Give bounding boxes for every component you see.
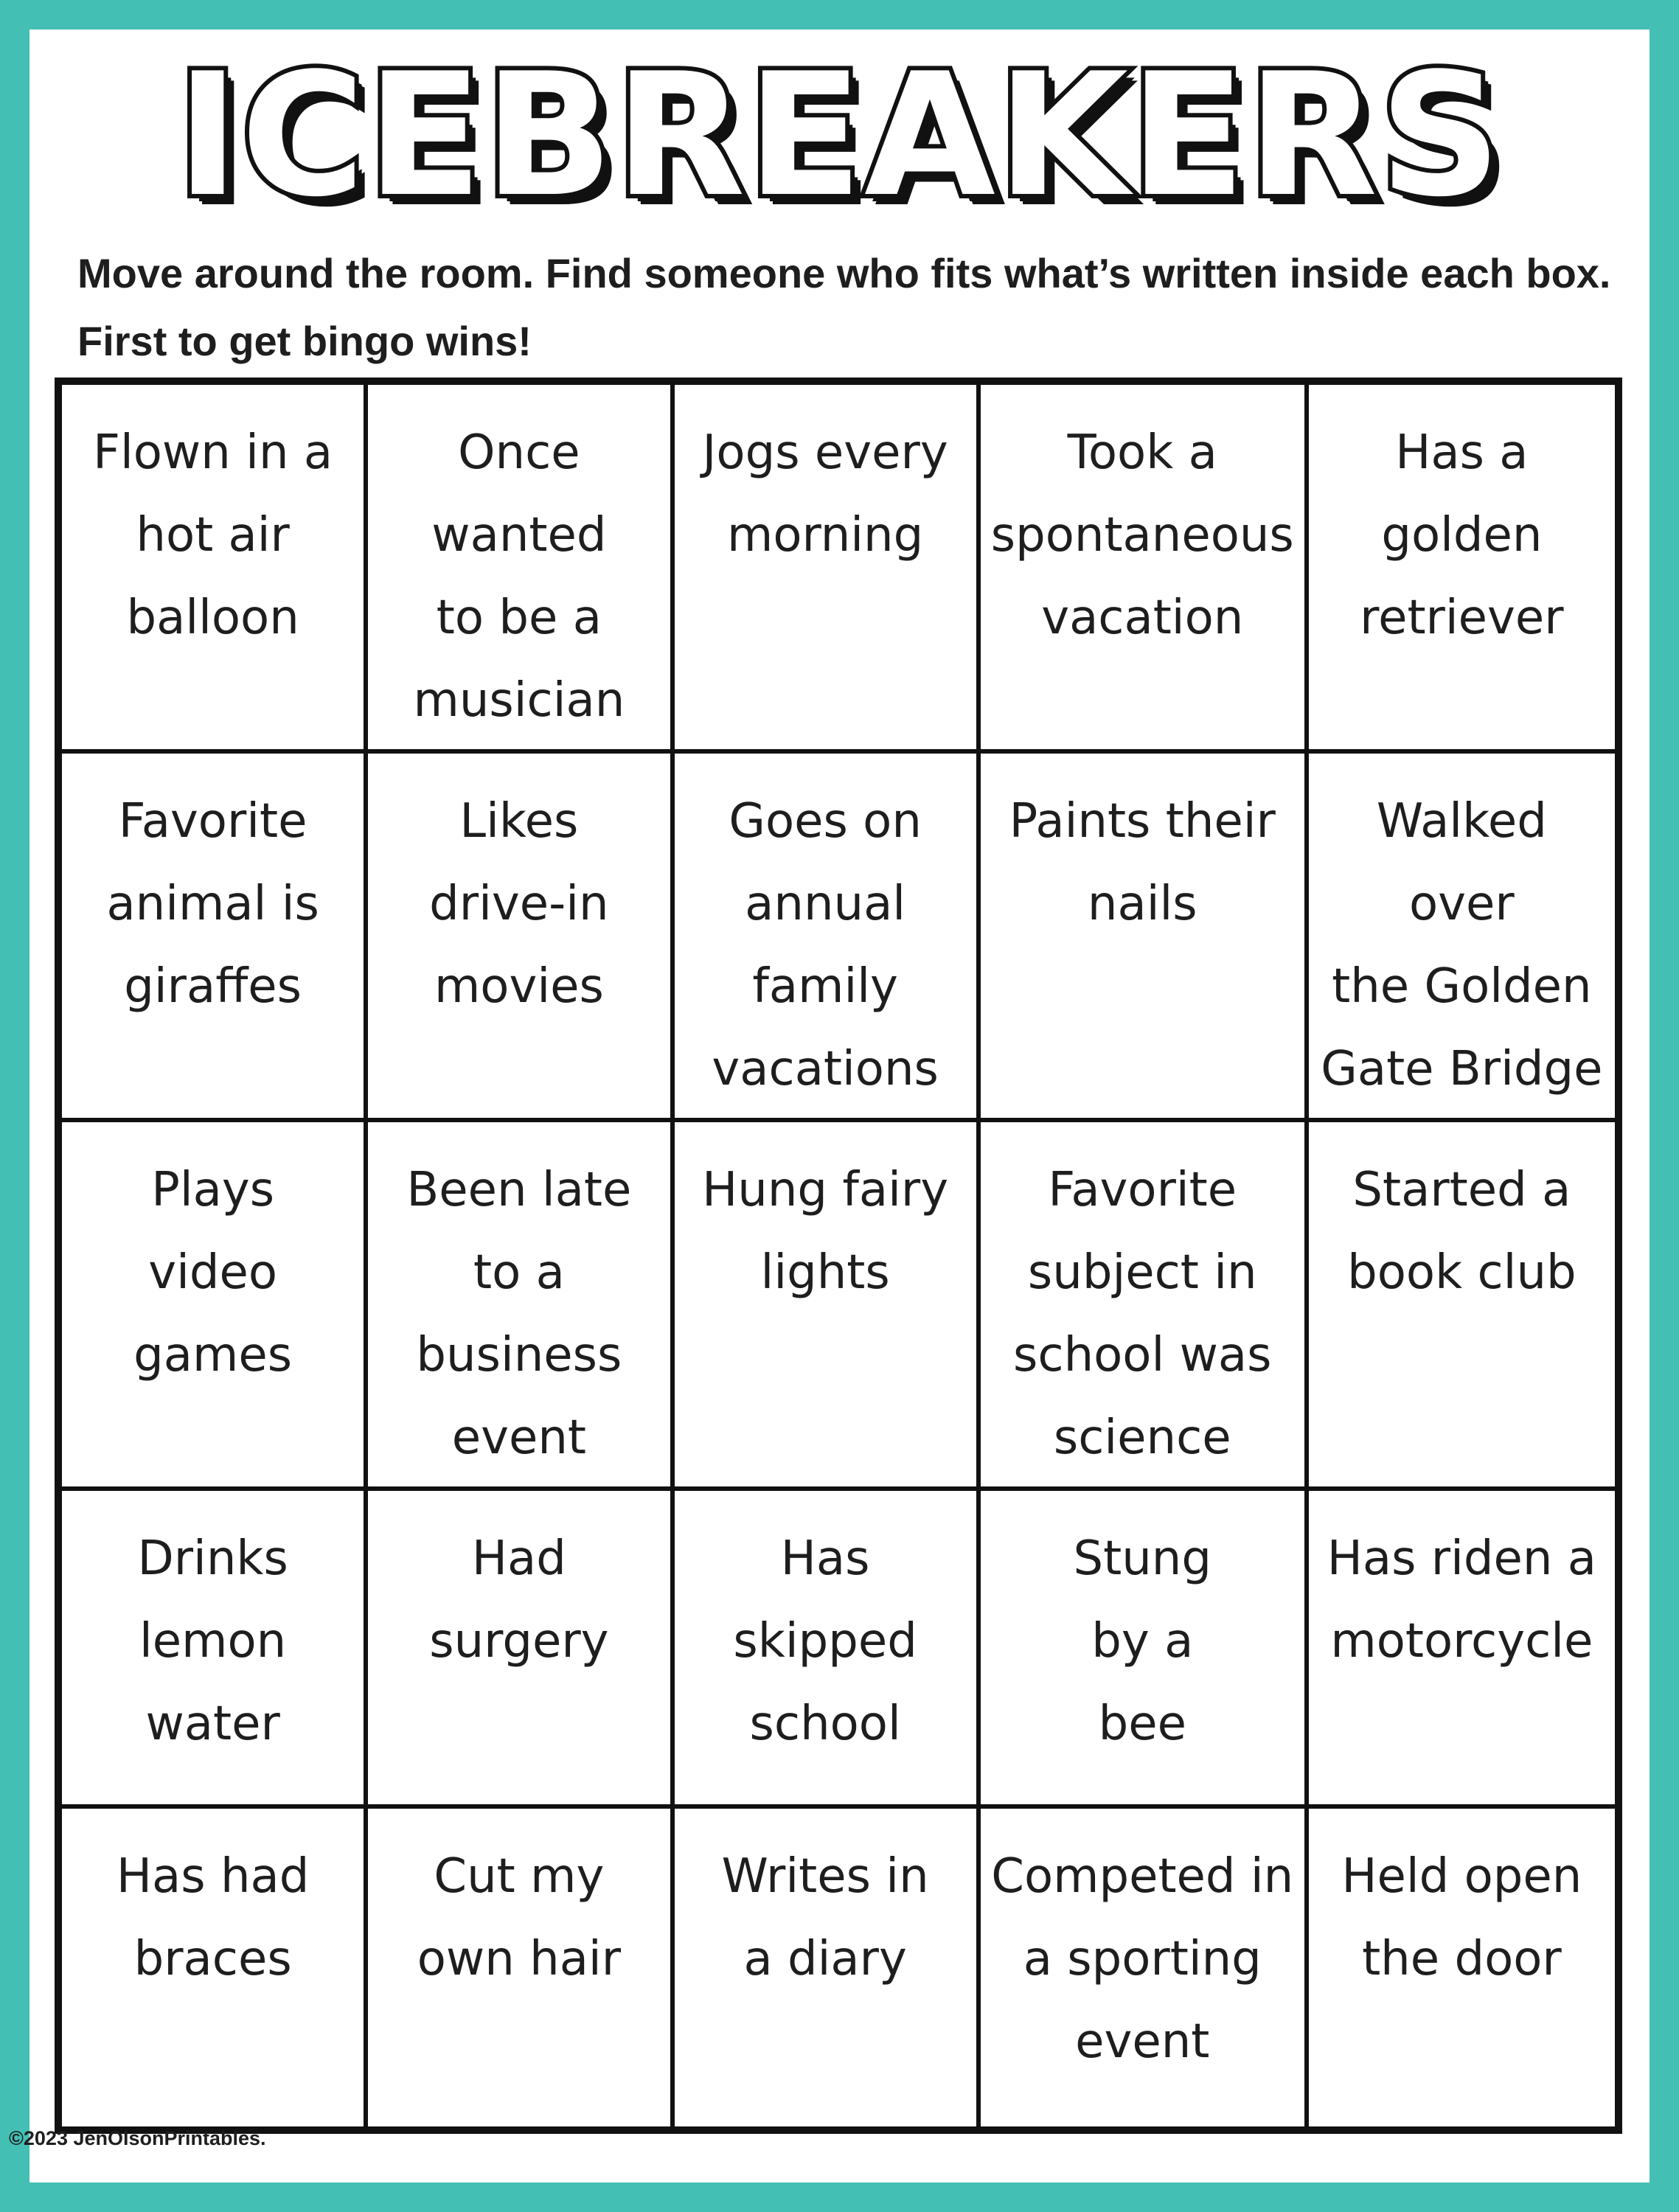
copyright-notice: ©2023 JenOlsonPrintables. [9,2127,266,2149]
bingo-cell[interactable] [62,1809,368,2126]
bingo-cell[interactable] [981,385,1309,754]
bingo-cell-text: Has riden a motorcycle [1327,1531,1596,1669]
bingo-cell-text: Favorite animal is giraffes [106,794,319,1014]
bingo-cell-text: Walked over the Golden Gate Bridge [1321,794,1603,1096]
bingo-cell[interactable] [981,1122,1309,1491]
page-title: ICEBREAKERS [175,38,1504,234]
bingo-cell-text: Cut my own hair [417,1849,622,1986]
bingo-cell-text: Goes on annual family vacations [712,794,939,1096]
bingo-cell[interactable] [1309,1491,1615,1809]
bingo-cell[interactable] [368,1122,674,1491]
bingo-cell-text: Been late to a business event [406,1163,632,1465]
bingo-cell-text: Took a spontaneous vacation [990,425,1294,645]
bingo-cell[interactable] [62,1122,368,1491]
bingo-cell[interactable] [1309,1809,1615,2126]
bingo-cell[interactable] [62,754,368,1122]
instructions-line-2: First to get bingo wins! [77,318,532,364]
bingo-cell[interactable] [368,754,674,1122]
bingo-cell[interactable] [981,1809,1309,2126]
bingo-cell[interactable] [981,754,1309,1122]
bingo-cell[interactable] [62,1491,368,1809]
bingo-cell[interactable] [675,1122,981,1491]
bingo-cell-text: Started a book club [1347,1163,1577,1300]
bingo-cell-text: Had surgery [429,1531,609,1669]
bingo-grid [55,378,1622,2134]
bingo-cell-text: Hung fairy lights [702,1163,949,1300]
bingo-cell-text: Likes drive-in movies [429,794,609,1014]
bingo-cell[interactable] [62,385,368,754]
bingo-cell-text: Has a golden retriever [1360,425,1564,645]
bingo-cell[interactable] [368,1491,674,1809]
bingo-cell[interactable] [675,754,981,1122]
bingo-cell-text: Once wanted to be a musician [413,425,625,728]
bingo-cell-text: Plays video games [133,1163,293,1382]
bingo-cell-text: Paints their nails [1009,794,1276,931]
bingo-cell[interactable] [368,385,674,754]
bingo-cell-text: Favorite subject in school was science [1013,1163,1272,1465]
bingo-cell-text: Drinks lemon water [137,1531,288,1751]
bingo-cell[interactable] [1309,754,1615,1122]
bingo-cell[interactable] [675,1809,981,2126]
bingo-cell-text: Stung by a bee [1073,1531,1212,1751]
bingo-cell-text: Flown in a hot air balloon [93,425,333,645]
bingo-cell-text: Writes in a diary [721,1849,929,1986]
bingo-cell[interactable] [1309,1122,1615,1491]
bingo-cell-text: Held open the door [1341,1849,1582,1986]
bingo-cell-text: Has skipped school [733,1531,917,1751]
bingo-cell[interactable] [1309,385,1615,754]
bingo-cell-text: Jogs every morning [702,425,948,563]
worksheet-page [29,29,1650,2183]
bingo-cell[interactable] [981,1491,1309,1809]
instructions-line-1: Move around the room. Find someone who fits what’s written inside each box. [77,250,1611,296]
instructions [77,240,1611,375]
bingo-cell[interactable] [675,1491,981,1809]
bingo-cell-text: Competed in a sporting event [991,1849,1294,2069]
bingo-cell[interactable] [675,385,981,754]
bingo-cell-text: Has had braces [116,1849,310,1986]
bingo-cell[interactable] [368,1809,674,2126]
